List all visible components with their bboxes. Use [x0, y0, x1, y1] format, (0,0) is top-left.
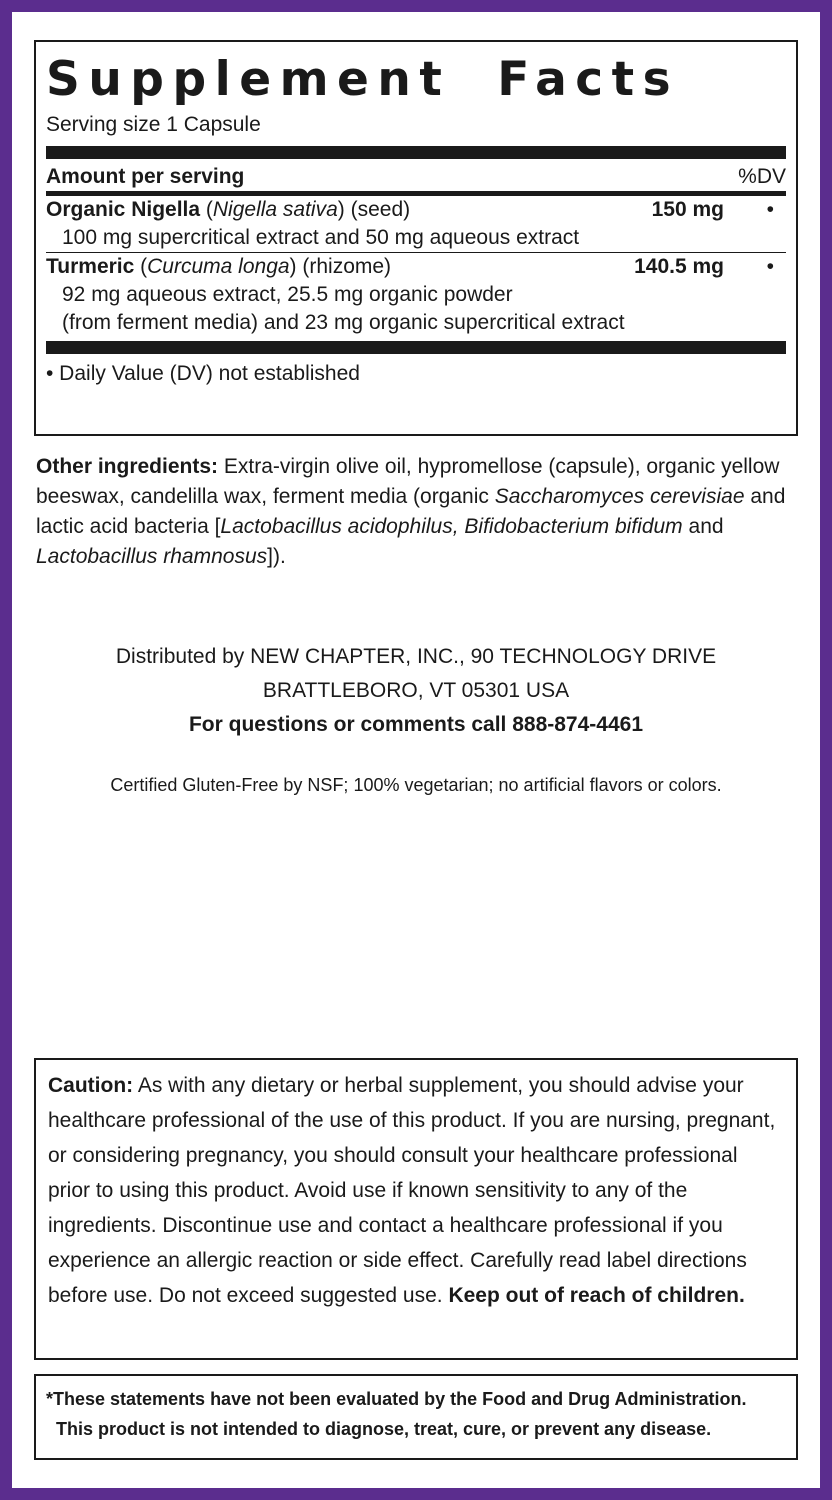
ingredient-row — [46, 253, 786, 337]
other-ingredients-label: Other ingredients: — [36, 455, 219, 478]
ingredient-detail: 92 mg aqueous extract, 25.5 mg organic powder — [62, 283, 513, 306]
certification-note: Certified Gluten-Free by NSF; 100% vegetarian; no artificial flavors or colors. — [110, 775, 722, 795]
distributor-info — [12, 640, 820, 742]
dv-header: %DV — [738, 165, 786, 188]
dv-footnote: • Daily Value (DV) not established — [46, 362, 360, 385]
ingredient-dv: • — [766, 198, 774, 221]
caution-text: As with any dietary or herbal supplement, you should advise your healthcare professional of the use of this product. If you are nursing, pregnant, or considering pregnancy, you should consult your healthcare professional prior to using this product. Avoid use if known sensitivity to any of the ingredients. Discontinue use and contact a healthcare professional if you experience an allergic reaction or side effect. Carefully read label directions before use. Do not exceed suggested use. — [48, 1074, 776, 1307]
fda-disclaimer — [34, 1374, 798, 1460]
divider-thick — [46, 146, 786, 159]
caution-panel — [34, 1058, 798, 1360]
ingredient-detail: 100 mg supercritical extract and 50 mg aqueous extract — [62, 226, 580, 249]
caution-label: Caution: — [48, 1074, 134, 1097]
distributor-line: Distributed by NEW CHAPTER, INC., 90 TECHNOLOGY DRIVE — [115, 645, 717, 668]
fda-line: *These statements have not been evaluated by the Food and Drug Administration. — [46, 1389, 747, 1409]
ingredient-amount: 140.5 mg — [634, 255, 724, 278]
contact-line: For questions or comments call 888-874-4461 — [188, 713, 643, 736]
fda-line: This product is not intended to diagnose, treat, cure, or prevent any disease. — [56, 1419, 712, 1439]
serving-size: Serving size 1 Capsule — [46, 113, 261, 136]
ingredient-name: Organic Nigella (Nigella sativa) (seed) — [46, 198, 411, 221]
other-ingredients: Other ingredients: Extra-virgin olive oil, hypromellose (capsule), organic yellow beeswax, candelilla wax, ferment media (organic Saccharomyces cerevisiae and lactic acid bacteria [Lactobacillus acidophilus, Bifidobacterium bifidum and Lactobacillus rhamnosus]). — [36, 455, 786, 568]
amount-per-serving-label: Amount per serving — [46, 165, 245, 188]
supplement-label — [12, 12, 820, 1488]
divider-thick — [46, 341, 786, 354]
facts-title: Supplement Facts — [46, 52, 680, 107]
ingredient-amount: 150 mg — [651, 198, 724, 221]
keep-out-warning: Keep out of reach of children. — [448, 1284, 745, 1307]
ingredient-dv: • — [766, 255, 774, 278]
distributor-address: BRATTLEBORO, VT 05301 USA — [262, 679, 570, 702]
amount-header-row — [46, 163, 786, 191]
supplement-facts-panel — [34, 40, 798, 436]
ingredient-detail: (from ferment media) and 23 mg organic supercritical extract — [62, 311, 625, 334]
ingredient-row — [46, 196, 786, 252]
ingredient-name: Turmeric (Curcuma longa) (rhizome) — [46, 255, 392, 278]
